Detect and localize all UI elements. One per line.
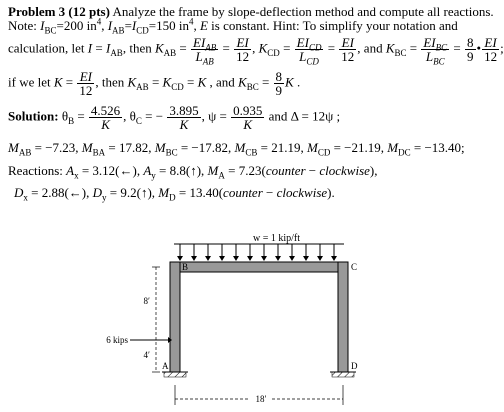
problem-title: Problem 3 (12 pts)	[8, 4, 110, 19]
dim-upper-label: 8′	[143, 296, 150, 306]
support-d	[332, 372, 354, 377]
column-cd	[338, 262, 348, 372]
load-label: w = 1 kip/ft	[253, 233, 301, 244]
problem-statement: Analyze the frame by slope-deflection method and compute all reactions.	[109, 4, 494, 19]
dim-span-label: 18′	[255, 394, 267, 404]
joint-a-label: A	[162, 361, 169, 371]
theta-c-value: 3.895	[169, 103, 199, 118]
beam-bc	[170, 262, 348, 272]
solution-line: Solution: $\theta_B$ = $\frac{4.526}{K}$ , $\theta_C$ = − $\frac{3.895}{K}$ , ψ = $\frac{0.935}{K}$ and Δ = 12ψ ;	[8, 103, 341, 132]
joint-b-label: B	[182, 262, 189, 272]
solution-label: Solution:	[8, 108, 59, 124]
relative-stiffness: if we let K = $\frac{EI}{12}$ , then $K_{AB} = K_{CD} = K$ , and $K_{BC}$ = $\frac{8}{9}$ K .	[8, 69, 301, 98]
end-moments: $M_{AB} = -7.23$, $M_{BA} = 17.82$, $M_{BC} = -17.82$, $M_{CB} = 21.19$, $M_{CD} = -21.19$, $M_{DC} = -13.40$;	[8, 140, 465, 158]
stiffness-definition: calculation, let $I = I_{AB}$, then $K_{AB}$ = $\frac{EI_{AB}}{L_{AB}}$ = $\frac{EI}{12}$ , $K_{CD}$ = $\frac{EI_{CD}}{L_{CD}}$ = $\frac{EI}{12}$ , and $K_{BC}$ = $\frac{EI_{BC}}{L_{BC}}$ = $\frac{8}{9}$ • $\frac{EI}{12}$ ;	[8, 35, 504, 67]
joint-d-label: D	[351, 361, 358, 371]
psi-value: 0.935	[233, 103, 263, 118]
dim-lower-label: 4′	[143, 350, 150, 360]
problem-note: Note: $I_{BC}=200$ $in^4$, $I_{AB}=I_{CD}=150$ $in^4$, E is constant. Hint: To simplify your notation and	[8, 16, 458, 36]
joint-c-label: C	[351, 262, 358, 272]
vertical-dimension	[152, 267, 160, 372]
column-ab	[170, 262, 180, 372]
reactions-line-2: $D_x$ = 2.88(←), $D_y$ = 9.2(↑), $M_D$ = 13.40(counter − clockwise).	[14, 185, 335, 203]
theta-b-value: 4.526	[90, 103, 121, 118]
reactions-line-1: Reactions: $A_x$ = 3.12(←), $A_y$ = 8.8(↑), $M_A$ = 7.23(counter − clockwise),	[8, 163, 378, 181]
distributed-load	[174, 244, 344, 258]
support-a	[164, 372, 186, 377]
point-load-label: 6 kips	[106, 335, 128, 345]
